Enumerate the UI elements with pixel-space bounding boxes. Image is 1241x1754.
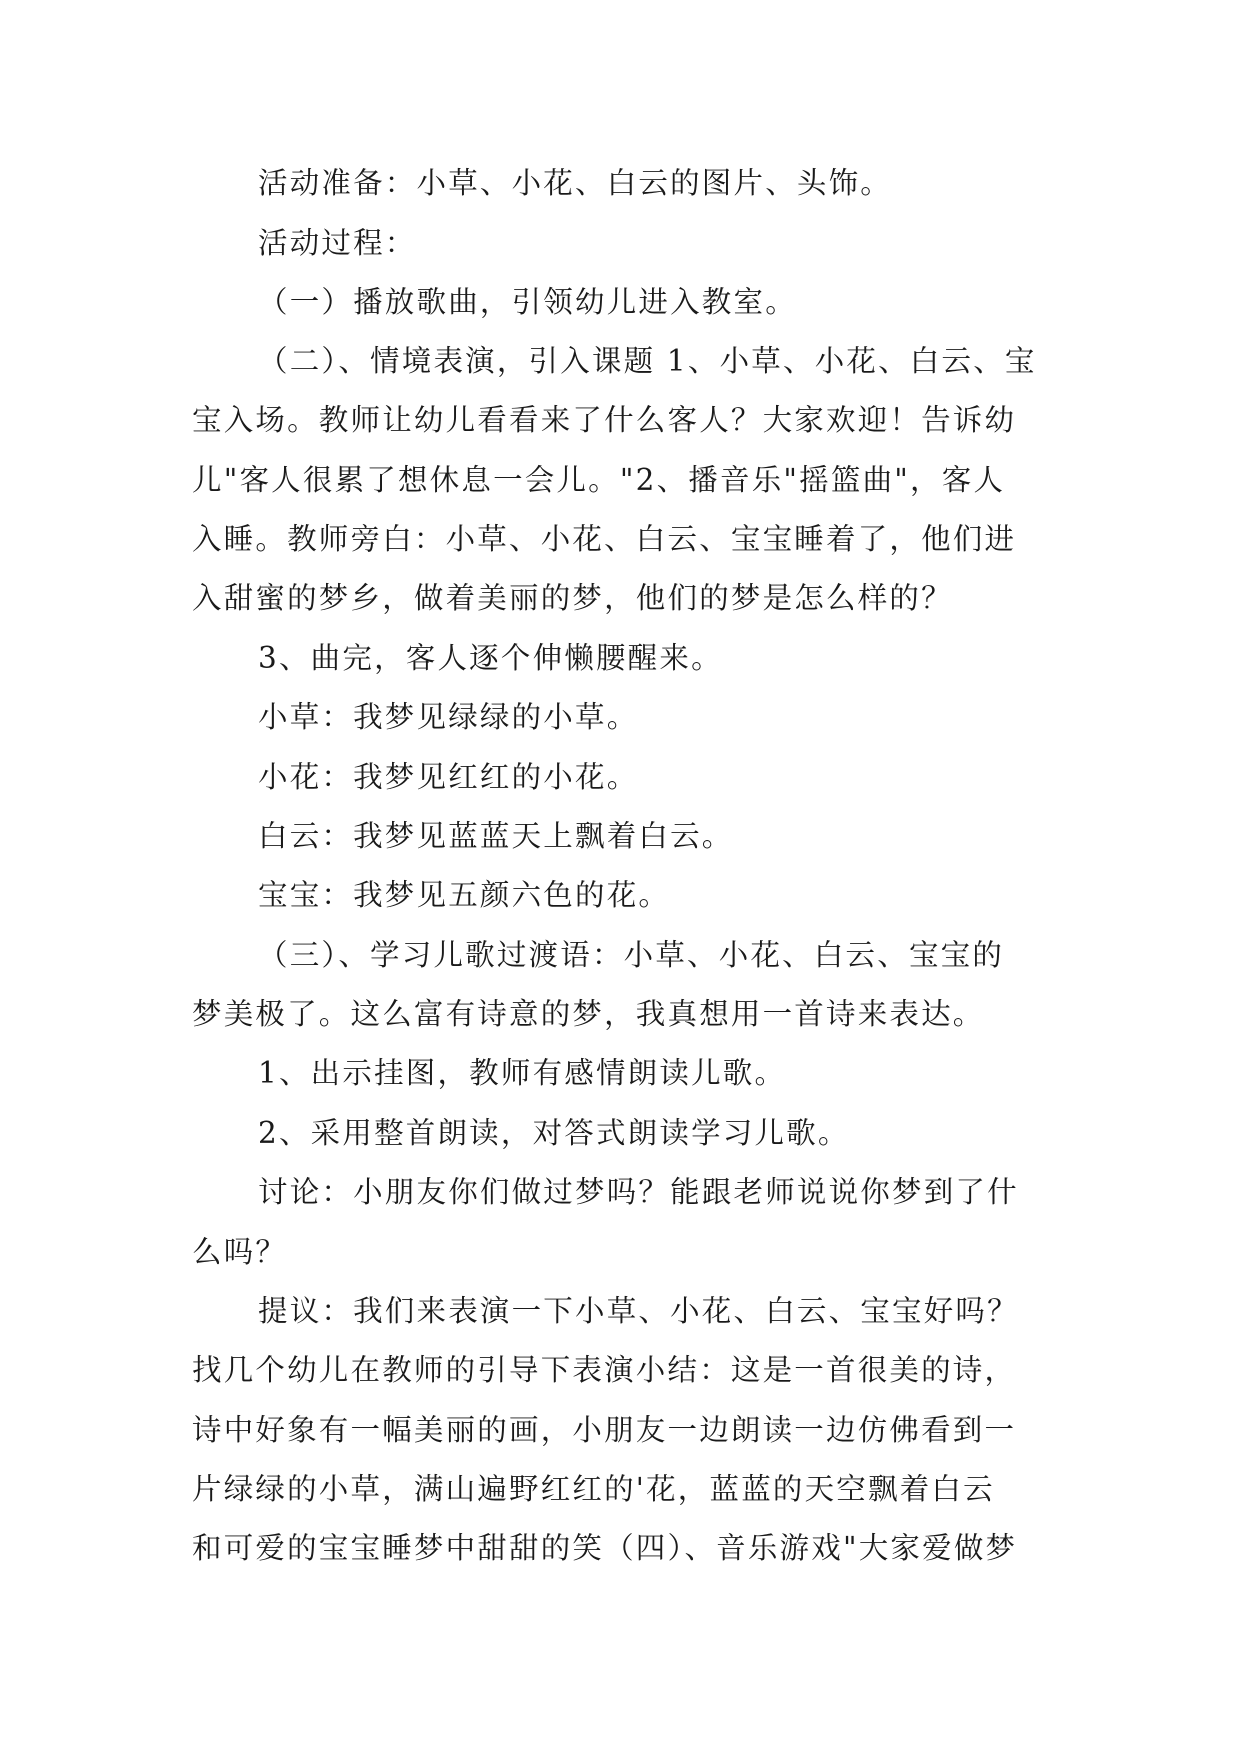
text-line: 入甜蜜的梦乡，做着美丽的梦，他们的梦是怎么样的？: [192, 581, 953, 615]
text-line: 诗中好象有一幅美丽的画，小朋友一边朗读一边仿佛看到一: [192, 1413, 1017, 1447]
text-line: 活动过程：: [258, 226, 417, 260]
text-line: （二）、情境表演，引入课题 1、小草、小花、白云、宝: [258, 344, 1037, 378]
text-line: 和可爱的宝宝睡梦中甜甜的笑（四）、音乐游戏"大家爱做梦: [192, 1531, 1018, 1565]
text-line: 小花：我梦见红红的小花。: [258, 760, 639, 794]
text-line: 片绿绿的小草，满山遍野红红的'花，蓝蓝的天空飘着白云: [192, 1472, 995, 1506]
text-line: 梦美极了。这么富有诗意的梦，我真想用一首诗来表达。: [192, 997, 985, 1031]
text-line: 找几个幼儿在教师的引导下表演小结：这是一首很美的诗，: [192, 1353, 1017, 1387]
text-line: 3、曲完，客人逐个伸懒腰醒来。: [258, 641, 723, 675]
text-line: 讨论：小朋友你们做过梦吗？能跟老师说说你梦到了什: [258, 1175, 1019, 1209]
text-line: 白云：我梦见蓝蓝天上飘着白云。: [258, 819, 734, 853]
text-line: （三）、学习儿歌过渡语：小草、小花、白云、宝宝的: [258, 938, 1005, 972]
text-line: 1、出示挂图，教师有感情朗读儿歌。: [258, 1056, 787, 1090]
text-line: 活动准备：小草、小花、白云的图片、头饰。: [258, 166, 893, 200]
text-line: 提议：我们来表演一下小草、小花、白云、宝宝好吗？: [258, 1294, 1019, 1328]
text-line: （一）播放歌曲，引领幼儿进入教室。: [258, 285, 797, 319]
text-line: 宝入场。教师让幼儿看看来了什么客人？大家欢迎！告诉幼: [192, 403, 1017, 437]
text-line: 宝宝：我梦见五颜六色的花。: [258, 878, 671, 912]
text-line: 儿"客人很累了想休息一会儿。"2、播音乐"摇篮曲"，客人: [192, 463, 1006, 497]
text-line: 入睡。教师旁白：小草、小花、白云、宝宝睡着了，他们进: [192, 522, 1017, 556]
text-line: 2、采用整首朗读，对答式朗读学习儿歌。: [258, 1116, 850, 1150]
text-line: 小草：我梦见绿绿的小草。: [258, 700, 639, 734]
text-line: 么吗？: [192, 1235, 288, 1269]
